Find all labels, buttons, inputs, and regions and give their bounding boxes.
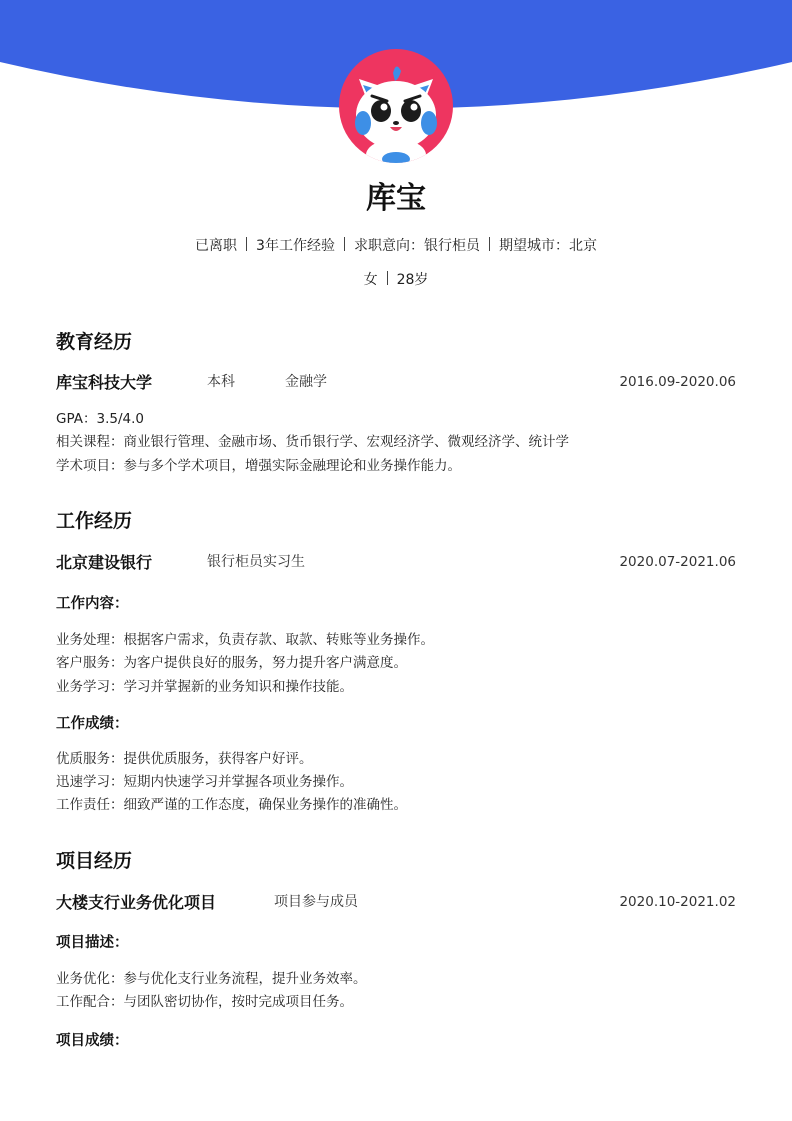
degree: 本科 (207, 374, 235, 390)
gender-text: 女 (363, 272, 378, 288)
work-content-title: 工作内容： (56, 596, 129, 612)
project-results-title: 项目成绩： (56, 1033, 129, 1049)
project-section-title: 项目经历 (56, 850, 133, 872)
divider (387, 271, 388, 285)
position: 银行柜员实习生 (207, 554, 305, 570)
info-line-1 (0, 236, 792, 256)
status-text: 已离职 (195, 238, 238, 254)
work-content-line: 客户服务：为客户提供良好的服务，努力提升客户满意度。 (56, 655, 407, 671)
project-desc-title: 项目描述： (56, 935, 129, 951)
work-results-line: 迅速学习：短期内快速学习并掌握各项业务操作。 (56, 774, 353, 790)
divider (344, 237, 345, 251)
info-line-2 (0, 270, 792, 290)
divider (489, 237, 490, 251)
work-section-title: 工作经历 (56, 510, 133, 532)
work-content-line: 业务处理：根据客户需求，负责存款、取款、转账等业务操作。 (56, 632, 434, 648)
education-section-title: 教育经历 (56, 331, 133, 353)
city-text: 期望城市：北京 (498, 238, 597, 254)
education-line: 学术项目：参与多个学术项目，增强实际金融理论和业务操作能力。 (56, 458, 461, 474)
job-intent-text: 求职意向：银行柜员 (353, 238, 480, 254)
work-results-line: 工作责任：细致严谨的工作态度，确保业务操作的准确性。 (56, 797, 407, 813)
work-content-line: 业务学习：学习并掌握新的业务知识和操作技能。 (56, 679, 353, 695)
project-name: 大楼支行业务优化项目 (56, 893, 217, 912)
divider (246, 237, 247, 251)
education-line: GPA：3.5/4.0 (56, 411, 144, 427)
project-desc-line: 业务优化：参与优化支行业务流程，提升业务效率。 (56, 971, 367, 987)
cat-mascot-icon (339, 49, 453, 163)
education-dates: 2016.09-2020.06 (619, 374, 736, 390)
candidate-name: 库宝 (366, 181, 426, 216)
experience-text: 3年工作经验 (256, 238, 335, 254)
work-results-title: 工作成绩： (56, 716, 129, 732)
work-results-line: 优质服务：提供优质服务，获得客户好评。 (56, 751, 313, 767)
education-line: 相关课程：商业银行管理、金融市场、货币银行学、宏观经济学、微观经济学、统计学 (56, 434, 569, 450)
school-name: 库宝科技大学 (56, 373, 153, 392)
company-name: 北京建设银行 (56, 553, 153, 572)
work-dates: 2020.07-2021.06 (619, 554, 736, 570)
project-dates: 2020.10-2021.02 (619, 894, 736, 910)
age-text: 28岁 (396, 272, 429, 288)
project-role: 项目参与成员 (274, 894, 358, 910)
project-desc-line: 工作配合：与团队密切协作，按时完成项目任务。 (56, 994, 353, 1010)
avatar (339, 49, 453, 163)
major: 金融学 (285, 374, 327, 390)
